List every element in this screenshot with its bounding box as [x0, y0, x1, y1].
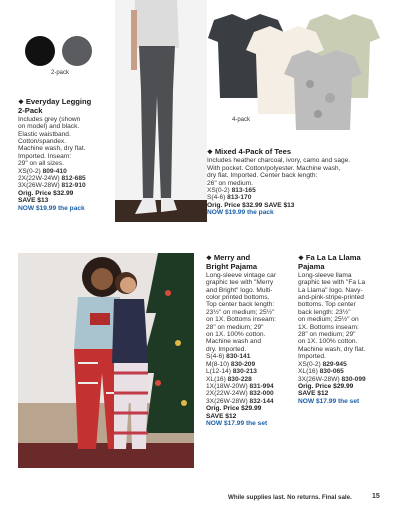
tees-title: ❖ Mixed 4-Pack of Tees [207, 147, 292, 156]
merry-title: ❖ Merry and [206, 253, 251, 262]
llama-skus [298, 361, 388, 383]
page-number: 15 [372, 493, 380, 500]
tees-illustration [206, 14, 384, 134]
footer-note: While supplies last. No returns. Final sale. [228, 494, 352, 501]
sku-line: 2X(22W-24W) 812-685 [18, 175, 86, 183]
legging-swatch-caption: 2-pack [51, 70, 70, 76]
merry-description: Long-sleeve vintage car graphic tee with "Merry and Bright" logo. Multi- color printed bottoms. Top center back length: 23½" on medium; 25½" on 1X. Bottoms inseam: 28" on medium; 29" on 1X. 100% cotton. Machine wash and dry. Imported. [206, 271, 277, 353]
llama-now-price: NOW $17.99 the set [298, 397, 360, 405]
sku-line: XS(0-2) 809-410 [18, 167, 67, 175]
sku-line: M(8-10) 830-209 [206, 360, 256, 368]
sku-line: S(4-6) 813-170 [207, 194, 252, 202]
llama-title: ❖ Fa La La Llama [298, 253, 361, 262]
sku-line: 3X(26W-28W) 832-144 [206, 397, 274, 405]
diamond-icon: ❖ [298, 255, 304, 262]
merry-copy [206, 254, 292, 427]
sku-line: XL(16) 830-228 [206, 375, 252, 383]
sku-line: XS(0-2) 813-165 [207, 187, 256, 195]
llama-orig-price: Orig. Price $29.99 [298, 382, 354, 390]
llama-copy [298, 254, 388, 405]
pajama-scene-illustration [18, 253, 194, 468]
legging-model-illustration [115, 0, 207, 222]
legging-title-line2: 2-Pack [18, 106, 43, 116]
merry-now-price: NOW $17.99 the set [206, 419, 268, 427]
tees-skus [207, 187, 387, 202]
merry-orig-price: Orig. Price $29.99 [206, 405, 262, 413]
diamond-icon: ❖ [18, 99, 24, 106]
sku-line: XL(16) 830-065 [298, 368, 344, 376]
llama-save: SAVE $12 [298, 390, 329, 398]
pajama-models-photo [18, 253, 194, 468]
sku-line: 3X(26W-28W) 830-099 [298, 375, 366, 383]
legging-now-price: NOW $19.99 the pack [18, 204, 85, 212]
sku-line: 2X(22W-24W) 832-000 [206, 390, 274, 398]
diamond-icon: ❖ [207, 149, 213, 156]
grey-swatch [62, 36, 92, 66]
merry-title-line2: Bright Pajama [206, 262, 258, 272]
merry-save: SAVE $12 [206, 412, 237, 420]
legging-copy [18, 98, 116, 212]
tees-photo [206, 14, 384, 134]
legging-title: ❖ Everyday Legging [18, 97, 92, 106]
legging-skus [18, 168, 116, 190]
legging-model-photo [115, 0, 207, 222]
legging-description: Includes grey (shown on model) and black. Elastic waistband. Cotton/spandex. Machine wash, dry flat. Imported. Inseam: 29" on all sizes. [18, 115, 86, 168]
llama-description: Long-sleeve llama graphic tee with "Fa La La Llama" logo. Navy- and-pink-stripe-printed bottoms. Top center back length: 23½" on medium; 25½" on 1X. Bottoms inseam: 28" on medium; 29" on 1X. 100% cotton. Machine wash, dry flat. Imported. [298, 271, 366, 361]
tees-price-line: Orig. Price $32.99 SAVE $13 [207, 201, 295, 209]
tees-copy [207, 148, 387, 217]
sku-line: 1X(18W-20W) 831-994 [206, 382, 274, 390]
tees-description: Includes heather charcoal, ivory, camo and sage. With pocket. Cotton/polyester. Machine wash, dry flat. Imported. Center back length: 26" on medium. [207, 157, 351, 187]
tees-photo-caption: 4-pack [232, 117, 251, 123]
llama-title-line2: Pajama [298, 262, 325, 272]
legging-save: SAVE $13 [18, 197, 49, 205]
black-swatch [25, 36, 55, 66]
legging-orig-price: Orig. Price $32.99 [18, 189, 74, 197]
sku-line: XS(0-2) 829-945 [298, 360, 347, 368]
sku-line: L(12-14) 830-213 [206, 368, 257, 376]
sku-line: 3X(26W-28W) 812-910 [18, 182, 86, 190]
tees-now-price: NOW $19.99 the pack [207, 209, 274, 217]
diamond-icon: ❖ [206, 255, 212, 262]
sku-line: S(4-6) 830-141 [206, 353, 251, 361]
merry-skus [206, 353, 292, 405]
